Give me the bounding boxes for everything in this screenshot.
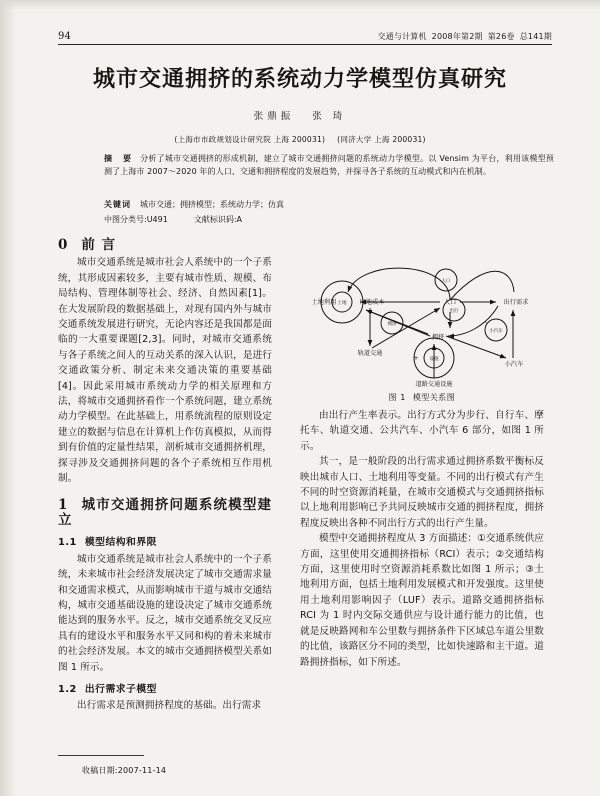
polarity-plus: + bbox=[413, 355, 419, 362]
node-label-pop: 人口 bbox=[443, 299, 457, 306]
paragraph: 出行需求是预测拥挤程度的基础。出行需求 bbox=[77, 700, 262, 712]
node-label-land: 土地利用 bbox=[311, 299, 337, 306]
subsection-heading-1-1 bbox=[58, 535, 272, 550]
page-title: 城市交通拥挤的系统动力学模型仿真研究 bbox=[92, 66, 507, 92]
column-left bbox=[58, 238, 272, 714]
polarity-minus: - bbox=[484, 319, 488, 326]
journal-info bbox=[372, 31, 552, 42]
journal-name: 交通与计算机 bbox=[377, 32, 427, 41]
section-title-0: 前 言 bbox=[81, 237, 117, 253]
node-label-road: 道路交通设施 bbox=[415, 381, 453, 388]
loop-label-pop: 人口 bbox=[441, 279, 451, 284]
node-label-car: 小汽车 bbox=[504, 361, 524, 368]
subsection-number-1-2: 1.2 bbox=[58, 683, 77, 695]
section-heading-0 bbox=[58, 238, 272, 253]
loop-label-congestion: 拥挤 bbox=[387, 322, 397, 327]
affiliation-second: (同济大学 上海 200031) bbox=[337, 135, 426, 144]
figure-caption-text: 模型关系图 bbox=[412, 393, 456, 402]
keywords-block bbox=[104, 198, 554, 211]
abstract-block bbox=[104, 152, 554, 178]
node-label-landcost: 用地成本 bbox=[359, 299, 385, 306]
footnote-rule bbox=[58, 755, 144, 756]
causal-loop-diagram bbox=[300, 240, 544, 390]
classification-block bbox=[104, 213, 554, 226]
clc-number: 中图分类号:U491 bbox=[104, 215, 168, 224]
figure-number: 图 1 bbox=[388, 393, 406, 402]
abstract-text: 分析了城市交通拥挤的形成机制，建立了城市交通拥挤问题的系统动力学模型。以 Vensim 为平台，利用该模型预测了上海市 2007～2020 年的人口、交通和拥挤程度的发展趋势，并探寻各子系统的互动模式和内在机制。 bbox=[104, 154, 554, 177]
column-right bbox=[300, 408, 544, 670]
affiliation-line bbox=[0, 134, 600, 145]
page-folio: 94 bbox=[58, 31, 72, 42]
figure-1 bbox=[300, 240, 544, 403]
affiliation-first: (上海市市政规划设计研究院 上海 200031) bbox=[174, 135, 326, 144]
paragraph: 城市交通系统是城市社会人系统中的一个子系统，其形成因素较多，主要有城市性质、规模、布局结构、管理体制等社会、经济、自然因素[1]。在大发展阶段的数据基础上，对现有国内外与城市交通系统发展进行研究，无论内容还是我国都是面临的一大重要课题[2,3]。同时，对城市交通系统与各子系统之间人的互动关系的深入认识，是进行交通政策分析、制定未来交通决策的重要基础[4]。因此采用城市系统动力学的相关原理和方法，将城市交通拥挤看作一个系统问题，建立系统动力学模型。在此基础上，用系统流程的原则设定建立的数据与信息在计算机上作仿真模拟，从而得到有价值的定量性结果，剖析城市交通拥挤机理，探寻涉及交通拥挤问题的各个子系统相互作用机制。 bbox=[58, 257, 272, 485]
footnote-received-date: 收稿日期:2007-11-14 bbox=[82, 766, 167, 775]
page-edge-shadow-left bbox=[0, 0, 16, 796]
keywords-text: 城市交通；拥挤模型；系统动力学；仿真 bbox=[140, 200, 284, 209]
subsection-title-1-2: 出行需求子模型 bbox=[84, 683, 157, 695]
subsection-heading-1-2 bbox=[58, 682, 272, 697]
node-label-congestion: 拥挤 bbox=[431, 334, 445, 341]
paragraph: 其一，是一般阶段的出行需求通过拥挤系数平衡标反映出城市人口、土地利用等变量。不同的出行模式有产生不同的时空资源消耗量，在城市交通模式与交通拥挤指标以上地利用影响已予共同反映城市交通的拥挤程度，拥挤程度反映出各种不同出行方式的出行产生量。 bbox=[300, 456, 544, 529]
subsection-title-1-1: 模型结构和界限 bbox=[84, 537, 157, 549]
section-title-1: 城市交通拥挤问题系统模型建立 bbox=[58, 496, 272, 528]
running-head bbox=[58, 26, 552, 42]
node-label-rail: 轨道交通 bbox=[357, 350, 383, 357]
paragraph: 模型中交通拥挤程度从 3 方面描述：①交通系统供应方面，这里使用交通拥挤指标（RCI）表示；②交通结构方面，这里使用时空资源消耗系数比如图 1 所示；③土地利用方面，包括土地利用发展模式和开发强度。这里使用土地利用影响因子（LUF）表示。道路交通拥挤指标 RCI 为 1 时内交际交通供应与设计通行能力的比值，也就是反映路网和车公里数与拥挤条件下区域总车道公里数的比值，该路区分不同的类型，比如快速路和主干道。道路拥挤指标，如下所述。 bbox=[300, 533, 544, 668]
section-number-0: 0 bbox=[58, 237, 69, 253]
section-number-1: 1 bbox=[58, 496, 69, 513]
document-code: 文献标识码:A bbox=[193, 215, 242, 224]
loop-label-car: 小汽车 bbox=[489, 329, 503, 334]
section-heading-1 bbox=[58, 498, 272, 529]
subsection-number-1-1: 1.1 bbox=[58, 537, 77, 549]
page-edge-shadow-top bbox=[0, 0, 600, 10]
journal-volume: 第26卷 bbox=[487, 32, 515, 41]
loop-label-land: 土地 bbox=[337, 301, 347, 306]
abstract-label: 摘 要 bbox=[104, 154, 136, 163]
loop-label-road: 设施 bbox=[429, 357, 439, 362]
journal-serial: 总141期 bbox=[519, 32, 552, 41]
author-second: 张 琦 bbox=[312, 111, 347, 122]
keywords-label: 关键词 bbox=[104, 200, 131, 209]
node-label-demand: 出行需求 bbox=[503, 299, 529, 306]
journal-issue: 2008年第2期 bbox=[431, 32, 483, 41]
paragraph: 城市交通系统是城市社会人系统中的一个子系统，未来城市社会经济发展决定了城市交通需求量和交通需求模式，从而影响城市干道与城市交通结构，城市交通基础设施的建设决定了城市交通系统能达到的服务水平。反之，城市交通系统交叉反应具有的建设水平和服务水平又同和构的着未来城市的社会经济发展。本文的城市交通拥挤模型关系如图 1 所示。 bbox=[58, 553, 272, 673]
figure-caption bbox=[300, 392, 544, 403]
loop-label-demand: 出行 bbox=[449, 309, 459, 314]
author-first: 张鼎振 bbox=[253, 111, 295, 122]
header-rule bbox=[58, 44, 552, 45]
author-list bbox=[0, 108, 600, 122]
paragraph: 由出行产生率表示。出行方式分为步行、自行车、摩托车、轨道交通、公共汽车、小汽车 6 部分，如图 1 所示。 bbox=[300, 410, 544, 452]
